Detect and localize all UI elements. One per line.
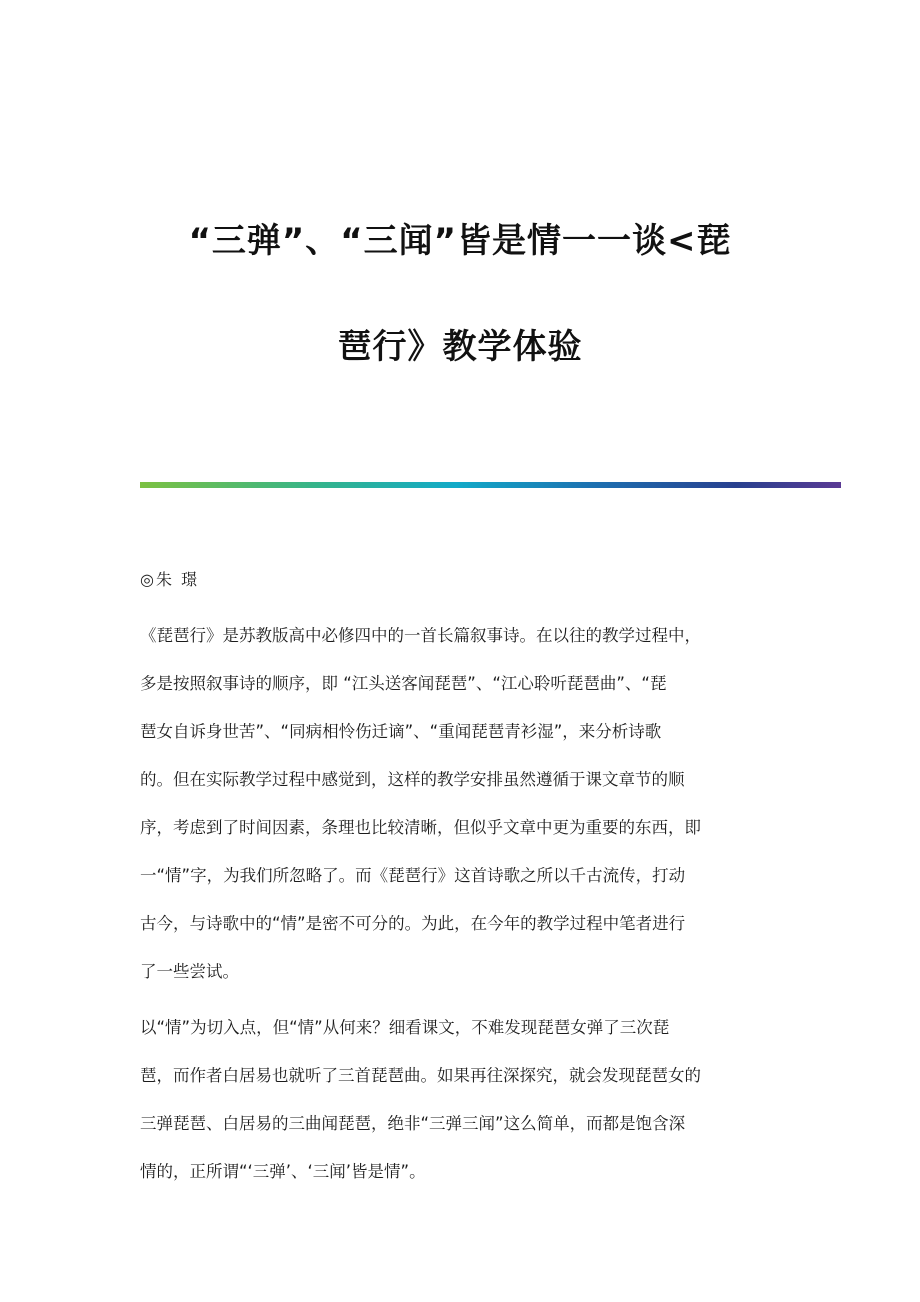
author-byline: ◎朱 璟 — [140, 570, 200, 589]
title-line-2: 琶行》教学体验 — [337, 327, 583, 367]
paragraph-line: 三弹琵琶、白居易的三曲闻琵琶，绝非“三弹三闻”这么简单，而都是饱含深 — [140, 1114, 686, 1133]
title-line-1: “三弹”、“三闻”皆是情一一谈<琵 — [188, 221, 732, 261]
paragraph-line: 一“情”字，为我们所忽略了。而《琵琶行》这首诗歌之所以千古流传，打动 — [140, 866, 686, 885]
paragraph-line: 了一些尝试。 — [140, 962, 239, 981]
body-paragraph-2 — [140, 1004, 780, 1196]
paragraph-line: 以“情”为切入点，但“情”从何来？细看课文，不难发现琵琶女弹了三次琵 — [140, 1018, 670, 1037]
paragraph-line: 情的，正所谓“‘三弹’、‘三闻’皆是情”。 — [140, 1162, 426, 1181]
paragraph-line: 琶女自诉身世苦”、“同病相怜伤迁谪”、“重闻琵琶青衫湿”，来分析诗歌 — [140, 722, 662, 741]
paragraph-line: 《琵琶行》是苏教版高中必修四中的一首长篇叙事诗。在以往的教学过程中， — [140, 626, 701, 645]
document-title — [140, 188, 780, 400]
paragraph-line: 琶，而作者白居易也就听了三首琵琶曲。如果再往深探究，就会发现琵琶女的 — [140, 1066, 701, 1085]
paragraph-line: 序，考虑到了时间因素，条理也比较清晰，但似乎文章中更为重要的东西，即 — [140, 818, 701, 837]
body-paragraph-1 — [140, 612, 780, 996]
paragraph-line: 的。但在实际教学过程中感觉到，这样的教学安排虽然遵循于课文章节的顺 — [140, 770, 685, 789]
gradient-divider — [140, 482, 841, 488]
paragraph-line: 古今，与诗歌中的“情”是密不可分的。为此，在今年的教学过程中笔者进行 — [140, 914, 686, 933]
paragraph-line: 多是按照叙事诗的顺序，即 “江头送客闻琵琶”、“江心聆听琵琶曲”、“琵 — [140, 674, 667, 693]
